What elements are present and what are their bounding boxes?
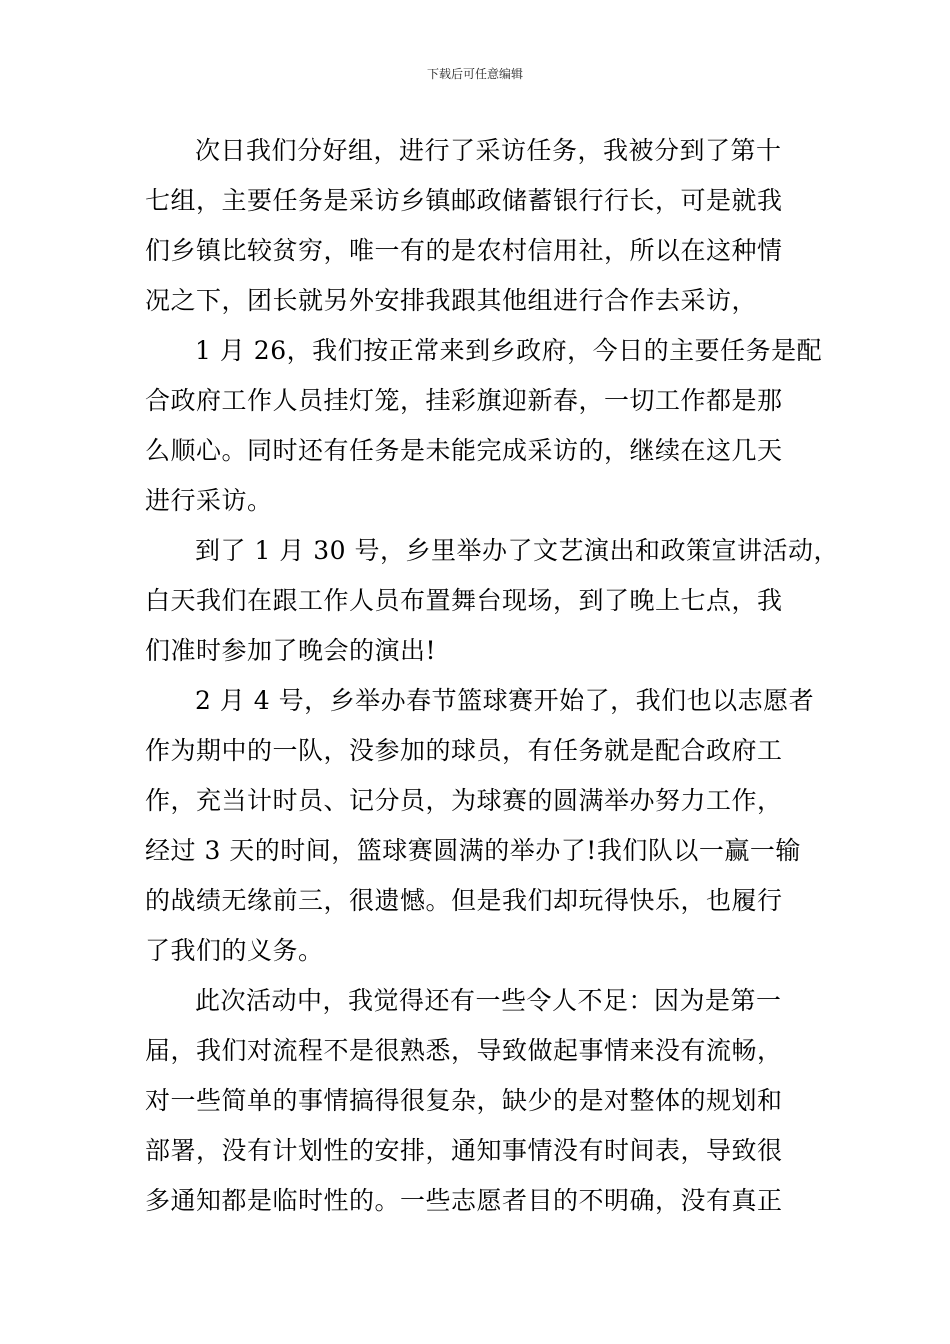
text-line: 么顺心。同时还有任务是未能完成采访的，继续在这几天 [145, 436, 783, 465]
text-line: 合政府工作人员挂灯笼，挂彩旗迎新春，一切工作都是那 [145, 386, 783, 415]
text-line: 届，我们对流程不是很熟悉，导致做起事情来没有流畅， [145, 1036, 783, 1065]
text-line: 作，充当计时员、记分员，为球赛的圆满举办努力工作， [145, 786, 783, 815]
text-line: 2 月 4 号，乡举办春节篮球赛开始了，我们也以志愿者 [195, 686, 815, 715]
text-line: 次日我们分好组，进行了采访任务，我被分到了第十 [195, 136, 782, 165]
text-line: 对一些简单的事情搞得很复杂，缺少的是对整体的规划和 [145, 1086, 783, 1115]
body-text [145, 126, 840, 1226]
text-line: 经过 3 天的时间，篮球赛圆满的举办了!我们队以一赢一输 [145, 836, 801, 865]
text-line: 们准时参加了晚会的演出! [145, 636, 437, 665]
text-line: 此次活动中，我觉得还有一些令人不足：因为是第一 [195, 986, 782, 1015]
text-line: 到了 1 月 30 号，乡里举办了文艺演出和政策宣讲活动， [195, 536, 840, 565]
text-line: 1 月 26，我们按正常来到乡政府，今日的主要任务是配 [195, 336, 823, 365]
text-line: 了我们的义务。 [145, 936, 324, 965]
text-line: 况之下，团长就另外安排我跟其他组进行合作去采访， [145, 286, 758, 315]
text-line: 七组，主要任务是采访乡镇邮政储蓄银行行长，可是就我 [145, 186, 783, 215]
header-note: 下载后可任意编辑 [426, 67, 523, 81]
text-line: 的战绩无缘前三，很遗憾。但是我们却玩得快乐，也履行 [145, 886, 783, 915]
text-line: 进行采访。 [145, 486, 273, 515]
text-line: 白天我们在跟工作人员布置舞台现场，到了晚上七点，我 [145, 586, 783, 615]
text-line: 多通知都是临时性的。一些志愿者目的不明确，没有真正 [145, 1186, 783, 1215]
text-line: 们乡镇比较贫穷，唯一有的是农村信用社，所以在这种情 [145, 236, 783, 265]
text-line: 作为期中的一队，没参加的球员，有任务就是配合政府工 [145, 736, 783, 765]
text-line: 部署，没有计划性的安排，通知事情没有时间表，导致很 [145, 1136, 783, 1165]
